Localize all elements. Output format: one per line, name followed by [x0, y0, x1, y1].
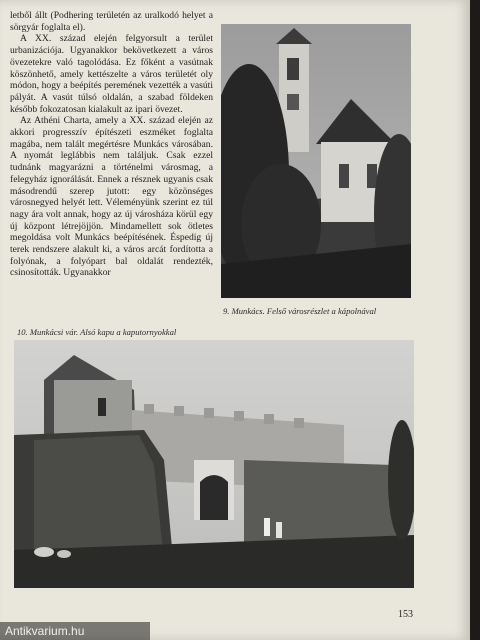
- caption-church-photo: 9. Munkács. Felső városrészlet a kápolnával: [223, 306, 377, 316]
- body-paragraph-3: Az Athéni Charta, amely a XX. század elején az akkori progresszív építészeti eszméket foglalta magába, nem talált megértésre Munkács városában. A nyomát leglábbis nem találjuk. Csak ezzel tudnánk magyarázni a történelmi városmag, a felegyház ignorálását. Ennek a résznek ugyanis csak másodrendű szerep jutott: egy közönséges városnegyed helyét lett. Véleményünk szerint ez túl nagy ára volt annak, hogy az új városháza körül egy új központ létrejöjjön. Mindamellett sok ötletes megoldása volt Munkács beépítésének. Éspedig új terek rendszere alakult ki, a város arcát fordította a folyónak, a folyópart bal oldalát rendezték, csinosították. Ugyanakkor: [10, 115, 213, 279]
- watermark-logo: Antikvarium.hu: [0, 622, 150, 640]
- body-paragraph-1: letből állt (Podhering területén az uralkodó helyet a sörgyár foglalta el).: [10, 10, 213, 33]
- castle-photo-image: [14, 340, 414, 588]
- page-number: 153: [398, 609, 413, 620]
- caption-castle-photo: 10. Munkácsi vár. Alsó kapu a kaputornyokkal: [17, 327, 177, 337]
- church-photo-image: [221, 24, 411, 298]
- body-text-column: [10, 10, 213, 279]
- church-photo: [221, 24, 411, 298]
- castle-photo: [14, 340, 414, 588]
- body-paragraph-2: A XX. század elején felgyorsult a terület urbanizációja. Ugyanakkor bekövetkezett a város övezetekre való tagolódása. Ez főként a vasútnak köszönhető, amely kettészelte a város területét oly módon, hogy a beépítés peremének vezették a vasúti pályát. A vasút túlsó oldalán, a szabad földeken később fokozatosan kialakult az ipari övezet.: [10, 33, 213, 115]
